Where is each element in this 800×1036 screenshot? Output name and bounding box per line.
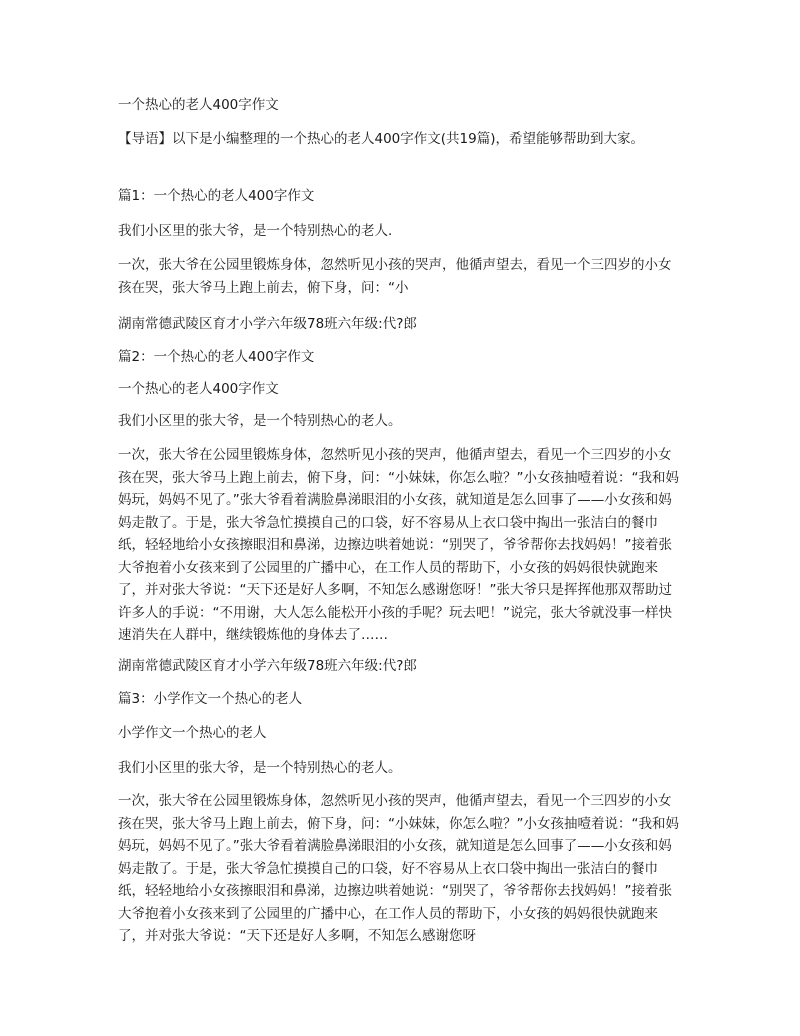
essay2-paragraph-1: 我们小区里的张大爷，是一个特别热心的老人。: [118, 413, 402, 429]
essay2-author: 湖南常德武陵区育才小学六年级78班六年级:代?郎: [118, 658, 417, 674]
essay2-heading: 篇2：一个热心的老人400字作文: [118, 349, 315, 365]
essay1-paragraph-2: 一次，张大爷在公园里锻炼身体，忽然听见小孩的哭声，他循声望去，看见一个三四岁的小女孩在哭，张大爷马上跑上前去，俯下身，问：“小: [118, 257, 672, 296]
intro-paragraph: 【导语】以下是小编整理的一个热心的老人400字作文(共19篇)，希望能够帮助到大家。: [118, 131, 644, 147]
essay2-paragraph-2: 一次，张大爷在公园里锻炼身体，忽然听见小孩的哭声，他循声望去，看见一个三四岁的小女孩在哭，张大爷马上跑上前去，俯下身，问：“小妹妹，你怎么啦？”小女孩抽噎着说：“我和妈妈玩，妈妈不见了。”张大爷看着满脸鼻涕眼泪的小女孩，就知道是怎么回事了——小女孩和妈妈走散了。于是，张大爷急忙摸摸自己的口袋，好不容易从上衣口袋中掏出一张洁白的餐巾纸，轻轻地给小女孩擦眼泪和鼻涕，边擦边哄着她说：“别哭了，爷爷帮你去找妈妈！”接着张大爷抱着小女孩来到了公园里的广播中心，在工作人员的帮助下，小女孩的妈妈很快就跑来了，并对张大爷说：“天下还是好人多啊，不知怎么感谢您呀！”张大爷只是挥挥他那双帮助过许多人的手说：“不用谢，大人怎么能松开小孩的手呢？玩去吧！”说完，张大爷就没事一样快速消失在人群中，继续锻炼他的身体去了……: [118, 447, 679, 643]
essay3-subtitle: 小学作文一个热心的老人: [118, 725, 267, 741]
essay3-paragraph-2: 一次，张大爷在公园里锻炼身体，忽然听见小孩的哭声，他循声望去，看见一个三四岁的小女孩在哭，张大爷马上跑上前去，俯下身，问：“小妹妹，你怎么啦？”小女孩抽噎着说：“我和妈妈玩，妈妈不见了。”张大爷看着满脸鼻涕眼泪的小女孩，就知道是怎么回事了——小女孩和妈妈走散了。于是，张大爷急忙摸摸自己的口袋，好不容易从上衣口袋中掏出一张洁白的餐巾纸，轻轻地给小女孩擦眼泪和鼻涕，边擦边哄着她说：“别哭了，爷爷帮你去找妈妈！”接着张大爷抱着小女孩来到了公园里的广播中心，在工作人员的帮助下，小女孩的妈妈很快就跑来了，并对张大爷说：“天下还是好人多啊，不知怎么感谢您呀: [118, 793, 679, 944]
essay1-paragraph-1: 我们小区里的张大爷，是一个特别热心的老人.: [118, 223, 393, 239]
essay1-heading: 篇1：一个热心的老人400字作文: [118, 188, 315, 204]
document-title: 一个热心的老人400字作文: [118, 97, 279, 113]
essay3-heading: 篇3：小学作文一个热心的老人: [118, 691, 303, 707]
essay1-author: 湖南常德武陵区育才小学六年级78班六年级:代?郎: [118, 316, 417, 332]
essay3-paragraph-1: 我们小区里的张大爷，是一个特别热心的老人。: [118, 760, 402, 776]
essay2-subtitle: 一个热心的老人400字作文: [118, 381, 279, 397]
